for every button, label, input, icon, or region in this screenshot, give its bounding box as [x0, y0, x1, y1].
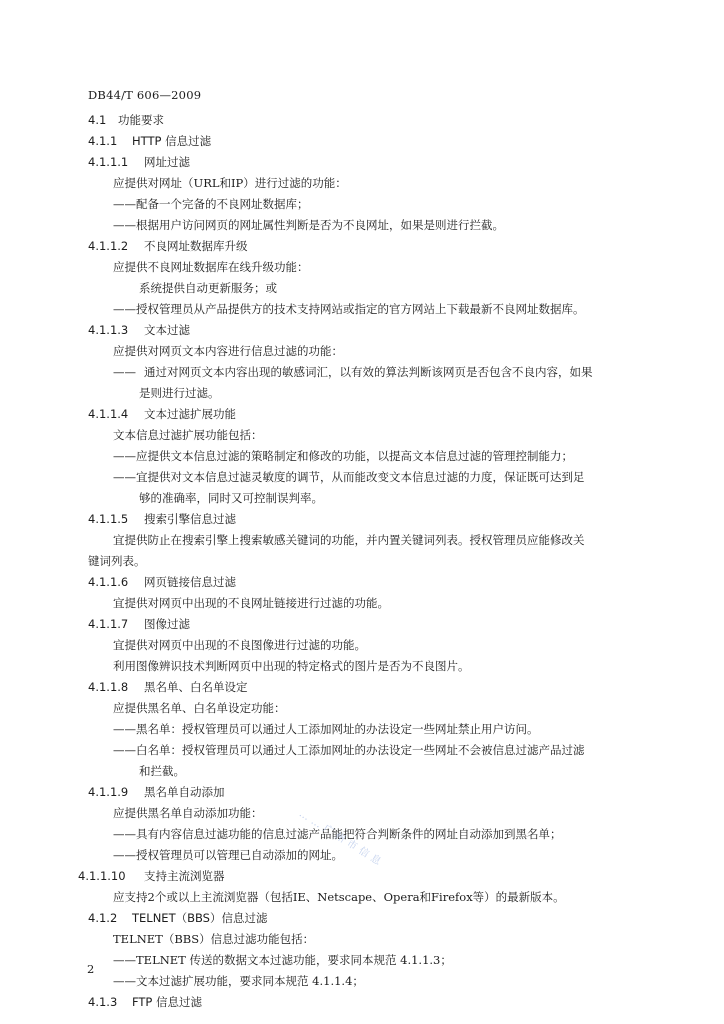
section-number: 4.1.1.10	[78, 869, 126, 883]
paragraph-continuation: 键词列表。	[88, 554, 146, 568]
section-title: 文本过滤扩展功能	[144, 407, 236, 421]
paragraph: 应提供不良网址数据库在线升级功能：	[113, 260, 309, 274]
section-title: 不良网址数据库升级	[144, 239, 248, 253]
section-heading-4-1-1-9	[88, 782, 648, 803]
section-title: TELNET（BBS）信息过滤	[132, 911, 268, 925]
section-number: 4.1.1.8	[88, 680, 129, 694]
list-item: 系统提供自动更新服务；或	[139, 281, 277, 295]
section-heading-4-1-1	[88, 131, 648, 152]
section-heading-4-1-1-4	[88, 404, 648, 425]
section-number: 4.1.2	[88, 911, 118, 925]
section-number: 4.1.1.2	[88, 239, 129, 253]
section-title: 黑名单、白名单设定	[144, 680, 248, 694]
list-item: ——TELNET 传送的数据文本过滤功能，要求同本规范 4.1.1.3；	[113, 953, 452, 967]
section-heading-4-1	[88, 110, 648, 131]
list-item: ——根据用户访问网页的网址属性判断是否为不良网址，如果是则进行拦截。	[113, 218, 504, 232]
section-number: 4.1.1.3	[88, 323, 129, 337]
section-heading-4-1-3	[88, 992, 648, 1013]
section-heading-4-1-1-3	[88, 320, 648, 341]
section-heading-4-1-2	[88, 908, 648, 929]
section-heading-4-1-1-8	[88, 677, 648, 698]
section-number: 4.1.1.4	[88, 407, 129, 421]
paragraph: 利用图像辨识技术判断网页中出现的特定格式的图片是否为不良图片。	[113, 659, 470, 673]
section-title: 黑名单自动添加	[144, 785, 225, 799]
section-title: HTTP 信息过滤	[132, 134, 212, 148]
list-item: ——配备一个完备的不良网址数据库；	[113, 197, 309, 211]
list-item-continuation: 是则进行过滤。	[139, 386, 220, 400]
section-number: 4.1.3	[88, 995, 118, 1009]
section-heading-4-1-1-5	[88, 509, 648, 530]
list-item: ——白名单：授权管理员可以通过人工添加网址的办法设定一些网址不会被信息过滤产品过滤	[113, 743, 585, 757]
section-title: FTP 信息过滤	[132, 995, 203, 1009]
list-item: ——黑名单：授权管理员可以通过人工添加网址的办法设定一些网址禁止用户访问。	[113, 722, 539, 736]
list-item: ——授权管理员可以管理已自动添加的网址。	[113, 848, 343, 862]
paragraph: 宜提供防止在搜索引擎上搜索敏感关键词的功能，并内置关键词列表。授权管理员应能修改关	[113, 533, 585, 547]
document-code: DB44/T 606—2009	[88, 88, 202, 102]
list-item: ——授权管理员从产品提供方的技术支持网站或指定的官方网站上下载最新不良网址数据库。	[113, 302, 585, 316]
list-item: ——文本过滤扩展功能，要求同本规范 4.1.1.4；	[113, 974, 364, 988]
paragraph: 应提供黑名单、白名单设定功能：	[113, 701, 286, 715]
section-heading-4-1-1-2	[88, 236, 648, 257]
section-title: 功能要求	[118, 113, 164, 127]
section-number: 4.1	[88, 113, 107, 127]
section-number: 4.1.1.9	[88, 785, 129, 799]
list-item: ——宜提供对文本信息过滤灵敏度的调节，从而能改变文本信息过滤的力度，保证既可达到足	[113, 470, 585, 484]
paragraph: 应提供对网址（URL和IP）进行过滤的功能：	[113, 176, 347, 190]
section-title: 支持主流浏览器	[144, 869, 225, 883]
section-heading-4-1-1-1	[88, 152, 648, 173]
paragraph: 应支持2个或以上主流浏览器（包括IE、Netscape、Opera和Firefox等）的最新版本。	[113, 890, 565, 904]
list-item-continuation: 和拦截。	[139, 764, 185, 778]
list-item: ——应提供文本信息过滤的策略制定和修改的功能，以提高文本信息过滤的管理控制能力；	[113, 449, 573, 463]
section-title: 网页链接信息过滤	[144, 575, 236, 589]
paragraph: 文本信息过滤扩展功能包括：	[113, 428, 263, 442]
section-title: 图像过滤	[144, 617, 190, 631]
section-number: 4.1.1	[88, 134, 118, 148]
section-title: 搜索引擎信息过滤	[144, 512, 236, 526]
section-heading-4-1-1-7	[88, 614, 648, 635]
section-heading-4-1-1-6	[88, 572, 648, 593]
paragraph: 宜提供对网页中出现的不良图像进行过滤的功能。	[113, 638, 366, 652]
watermark: ……广州市信息	[297, 808, 386, 870]
section-title: 网址过滤	[144, 155, 190, 169]
section-heading-4-1-1-10	[78, 866, 648, 887]
section-title: 文本过滤	[144, 323, 190, 337]
paragraph: 应提供对网页文本内容进行信息过滤的功能：	[113, 344, 343, 358]
page-number: 2	[87, 962, 95, 976]
section-number: 4.1.1.5	[88, 512, 129, 526]
paragraph: TELNET（BBS）信息过滤功能包括：	[113, 932, 315, 946]
paragraph: 宜提供对网页中出现的不良网址链接进行过滤的功能。	[113, 596, 389, 610]
list-item: —— 通过对网页文本内容出现的敏感词汇，以有效的算法判断该网页是否包含不良内容，如果	[113, 365, 593, 379]
list-item-continuation: 够的准确率，同时又可控制误判率。	[139, 491, 323, 505]
section-number: 4.1.1.1	[88, 155, 129, 169]
list-item: ——具有内容信息过滤功能的信息过滤产品能把符合判断条件的网址自动添加到黑名单；	[113, 827, 562, 841]
section-number: 4.1.1.7	[88, 617, 129, 631]
paragraph: 应提供黑名单自动添加功能：	[113, 806, 263, 820]
document-body	[78, 110, 648, 1013]
section-number: 4.1.1.6	[88, 575, 129, 589]
